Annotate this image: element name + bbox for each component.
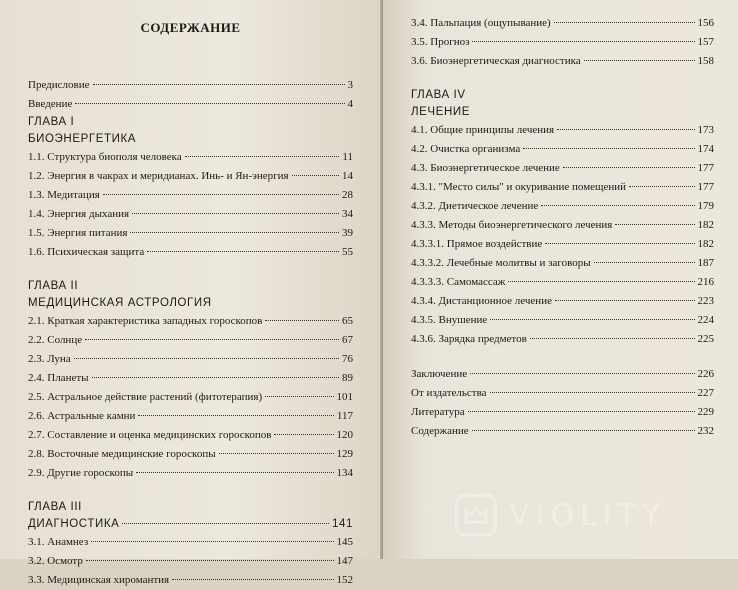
toc-row: 3.1. Анамнез 145 [28,536,353,548]
chapter-2-name: МЕДИЦИНСКАЯ АСТРОЛОГИЯ [28,297,212,309]
chapter-1-label: ГЛАВА I [28,116,75,128]
toc-row-literature: Литература 229 [411,406,714,418]
chapter-3-label: ГЛАВА III [28,501,82,513]
chapter-2-label: ГЛАВА II [28,280,79,292]
toc-row: 4.2. Очистка организма 174 [411,143,714,155]
toc-row: 3.4. Пальпация (ощупывание) 156 [411,17,714,29]
toc-row: 4.3.3.2. Лечебные молитвы и заговоры 187 [411,257,714,269]
toc-row: 2.1. Краткая характеристика западных гороскопов 65 [28,315,353,327]
crown-icon [455,494,497,536]
toc-row: 2.6. Астральные камни 117 [28,410,353,422]
toc-row: 1.5. Энергия питания 39 [28,227,353,239]
toc-row: 4.3.3.3. Самомассаж 216 [411,276,714,288]
toc-row: 3.6. Биоэнергетическая диагностика 158 [411,55,714,67]
toc-row: 2.9. Другие гороскопы 134 [28,467,353,479]
toc-row: 4.3.6. Зарядка предметов 225 [411,333,714,345]
toc-row: 4.1. Общие принципы лечения 173 [411,124,714,136]
toc-row: 3.3. Медицинская хиромантия 152 [28,574,353,586]
toc-row: 4.3.5. Внушение 224 [411,314,714,326]
toc-row-conclusion: Заключение 226 [411,368,714,380]
toc-row: 2.2. Солнце 67 [28,334,353,346]
toc-row: 2.5. Астральное действие растений (фитотерапия) 101 [28,391,353,403]
toc-row: 1.4. Энергия дыхания 34 [28,208,353,220]
toc-row: 2.4. Планеты 89 [28,372,353,384]
toc-row: 1.1. Структура биополя человека 11 [28,151,353,163]
toc-row-preface: Предисловие 3 [28,79,353,91]
toc-row: 4.3.3.1. Прямое воздействие 182 [411,238,714,250]
toc-row: 2.8. Восточные медицинские гороскопы 129 [28,448,353,460]
contents-heading: СОДЕРЖАНИЕ [140,20,241,35]
toc-row: 2.7. Составление и оценка медицинских гороскопов 120 [28,429,353,441]
chapter-3-name: ДИАГНОСТИКА [28,518,120,530]
toc-row: 3.2. Осмотр 147 [28,555,353,567]
toc-row: 1.2. Энергия в чакрах и меридианах. Инь- и Ян-энергия 14 [28,170,353,182]
right-page [383,0,738,559]
toc-row: 4.3. Биоэнергетическое лечение 177 [411,162,714,174]
chapter-3-name-row: ДИАГНОСТИКА 141 [28,516,353,533]
chapter-4-label: ГЛАВА IV [411,89,466,101]
toc-row: 1.6. Психическая защита 55 [28,246,353,258]
toc-row: 4.3.4. Дистанционное лечение 223 [411,295,714,307]
toc-row: 2.3. Луна 76 [28,353,353,365]
watermark-text: VIOLITY [509,497,667,533]
toc-row: 3.5. Прогноз 157 [411,36,714,48]
toc-row: 4.3.3. Методы биоэнергетического лечения 182 [411,219,714,231]
toc-row: 1.3. Медитация 28 [28,189,353,201]
chapter-4-name: ЛЕЧЕНИЕ [411,106,470,118]
watermark [455,490,725,540]
toc-row-contents: Содержание 232 [411,425,714,437]
toc-row: 4.3.1. "Место силы" и окуривание помещений 177 [411,181,714,193]
toc-row-introduction: Введение 4 [28,98,353,110]
chapter-1-name: БИОЭНЕРГЕТИКА [28,133,137,145]
toc-row-publisher: От издательства 227 [411,387,714,399]
toc-row: 4.3.2. Диетическое лечение 179 [411,200,714,212]
